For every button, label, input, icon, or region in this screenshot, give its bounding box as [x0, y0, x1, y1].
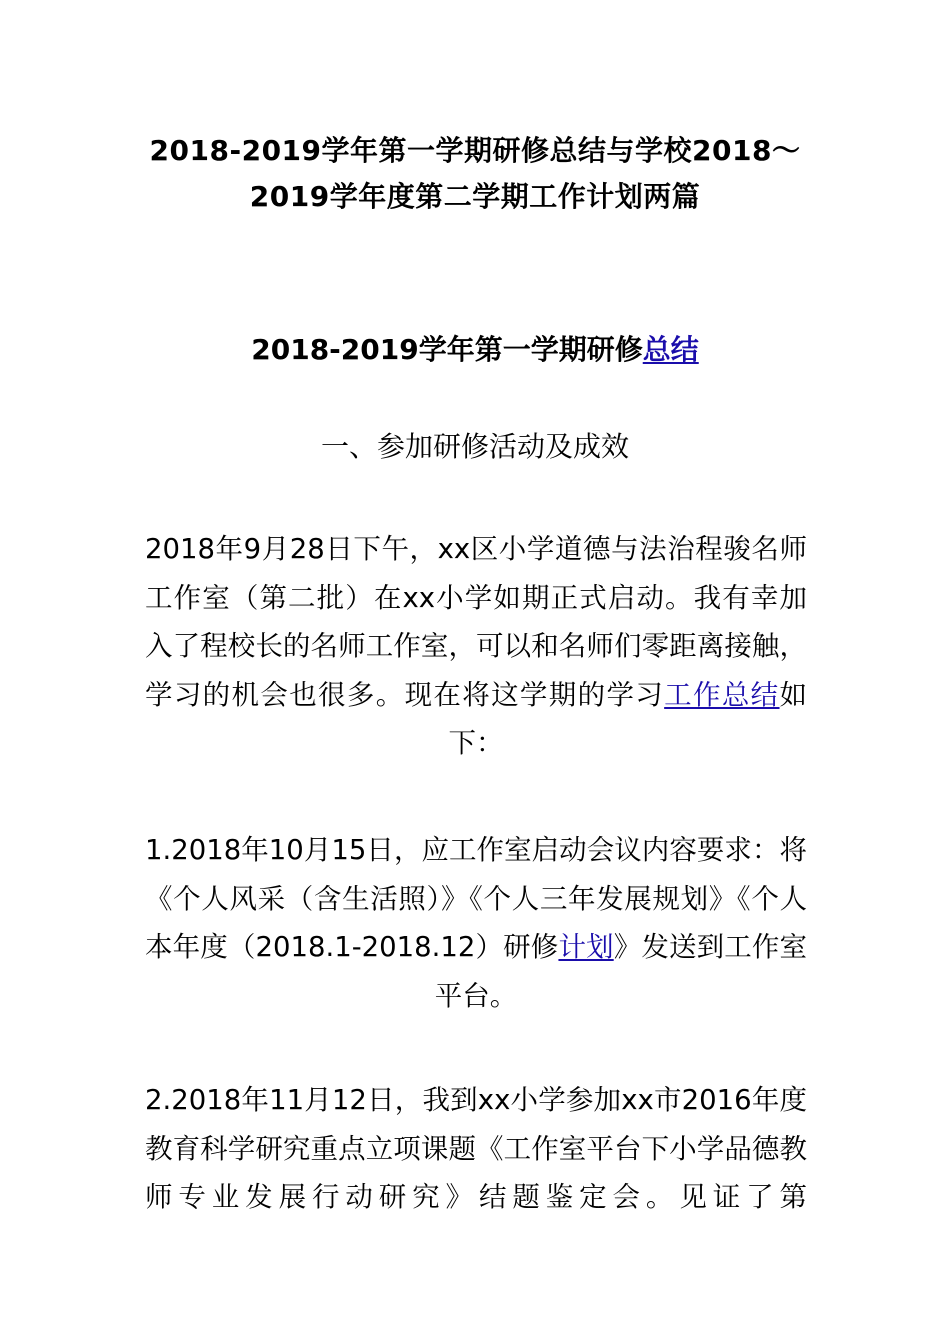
- plan-link[interactable]: 计划: [558, 931, 614, 963]
- paragraph-1-text: 2018年9月28日下午，xx区小学道德与法治程骏名师工作室（第二批）在xx小学如期正式启动。我有幸加入了程校长的名师工作室，可以和名师们零距离接触，学习的机会也很多。现在将这学期的学习: [145, 533, 807, 711]
- title-line-2: 2019学年度第二学期工作计划两篇: [249, 180, 701, 213]
- paragraph-3-text: 2.2018年11月12日，我到xx小学参加xx市2016年度教育科学研究重点立项课题《工作室平台下小学品德教师专业发展行动研究》结题鉴定会。见证了第: [145, 1084, 807, 1213]
- work-summary-link[interactable]: 工作总结: [664, 678, 780, 711]
- subtitle-summary-link[interactable]: 总结: [642, 333, 699, 366]
- section-subtitle: [130, 327, 820, 373]
- document-title: [130, 128, 820, 220]
- subtitle-text: 2018-2019学年第一学期研修: [251, 333, 643, 366]
- section-heading: 一、参加研修活动及成效: [320, 430, 629, 463]
- paragraph-2: [145, 826, 807, 1020]
- title-line-1: 2018-2019学年第一学期研修总结与学校2018～: [149, 134, 801, 167]
- paragraph-2-text: 1.2018年10月15日，应工作室启动会议内容要求：将《个人风采（含生活照）》《个人三年发展规划》《个人本年度（2018.1-2018.12）研修: [145, 834, 807, 963]
- paragraph-1-tail: 如下：: [448, 678, 808, 759]
- paragraph-2-tail: 》发送到工作室平台。: [434, 931, 807, 1012]
- paragraph-3: [145, 1076, 807, 1222]
- paragraph-1: [145, 525, 807, 768]
